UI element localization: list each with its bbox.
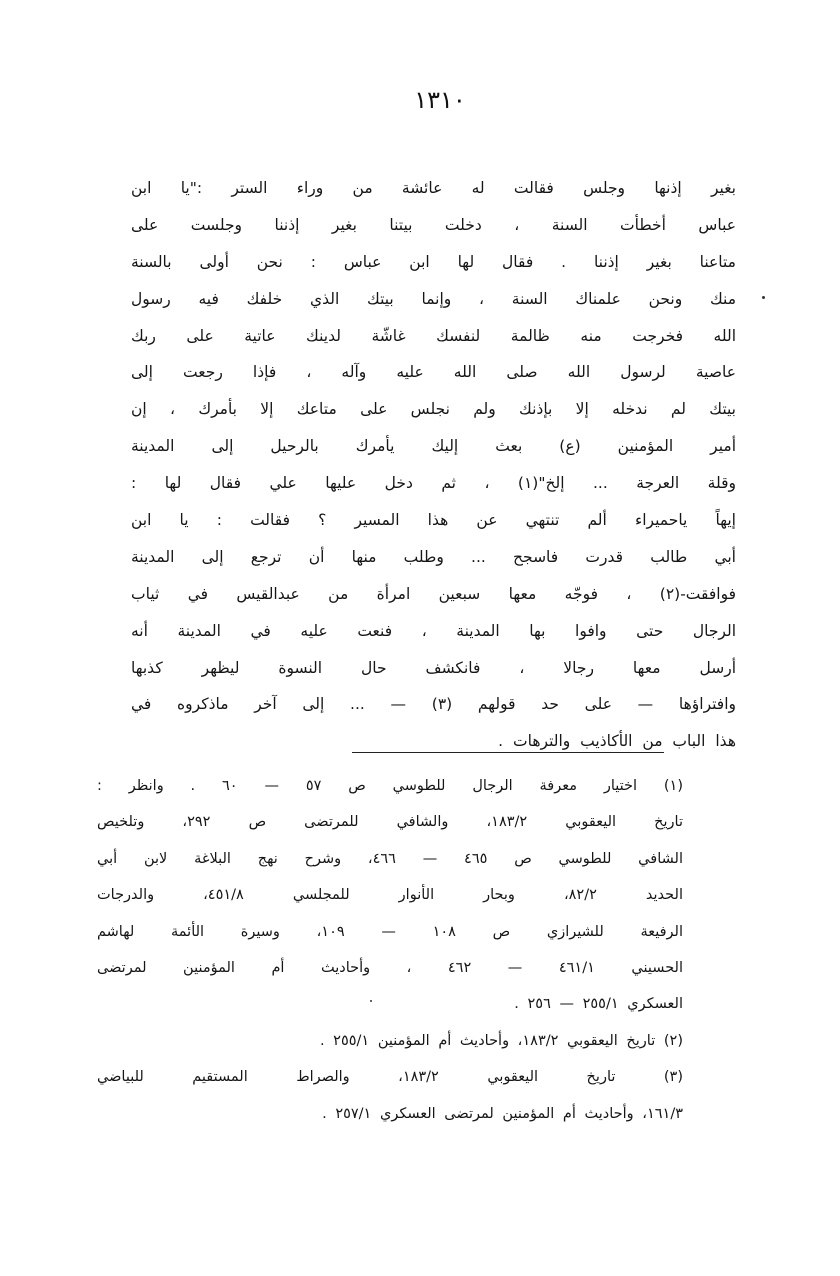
footnote-line: الرفيعة للشيرازي ص ١٠٨ — ١٠٩، وسيرة الأئمة لهاشم: [97, 923, 683, 940]
footnote-line: (٣) تاريخ اليعقوبي ١٨٣/٢، والصراط المستقيم للبياضي: [97, 1069, 683, 1086]
footnote-line: الشافي للطوسي ص ٤٦٥ — ٤٦٦، وشرح نهج البلاغة لابن أبي: [97, 850, 683, 867]
footnote-line: تاريخ اليعقوبي ١٨٣/٢، والشافي للمرتضى ص ٢٩٢، وتلخيص: [97, 814, 683, 831]
scan-speck: [370, 1000, 372, 1002]
text-line: عاصية لرسول الله صلى الله عليه وآله ، فإذا رجعت إلى: [131, 363, 736, 382]
footnote-line: (٢) تاريخ اليعقوبي ١٨٣/٢، وأحاديث أم المؤمنين ٢٥٥/١ .: [319, 1032, 683, 1049]
footnotes: [97, 768, 683, 1132]
text-line: الله فخرجت منه ظالمة لنفسك غاشّة لدينك عاتية على ربك: [131, 326, 736, 345]
page-number: ١٣١٠: [414, 86, 466, 114]
text-line: منك ونحن علمناك السنة ، وإنما بيتك الذي خلفك فيه رسول: [131, 289, 736, 308]
text-line: بيتك لم ندخله إلا بإذنك ولم نجلس على متاعك إلا بأمرك ، إن: [131, 400, 736, 419]
footnote-line: الحديد ٨٢/٢، وبحار الأنوار للمجلسي ٤٥١/٨، والدرجات: [97, 887, 683, 904]
text-line: هذا الباب من الأكاذيب والترهات .: [498, 732, 736, 751]
text-line: بغير إذنها وجلس فقالت له عائشة من وراء الستر :"يا ابن: [131, 179, 736, 197]
text-line: إيهاً ياحميراء ألم تنتهي عن هذا المسير ؟ فقالت : يا ابن: [131, 511, 736, 530]
scan-speck: [762, 296, 765, 299]
text-line: فوافقت-(٢) ، فوجّه معها سبعين امرأة من عبدالقيس في ثياب: [131, 584, 736, 603]
footnote-line: الحسيني ٤٦١/١ — ٤٦٢ ، وأحاديث أم المؤمنين لمرتضى: [97, 959, 684, 976]
footnote-line: ١٦١/٣، وأحاديث أم المؤمنين لمرتضى العسكري ٢٥٧/١ .: [322, 1105, 683, 1122]
text-line: وافتراؤها — على حد قولهم (٣) — ... إلى آخر ماذكروه في: [131, 695, 736, 714]
text-line: أرسل معها رجالا ، فانكشف حال النسوة ليظهر كذبها: [131, 658, 736, 677]
text-line: أبي طالب قدرت فاسجح ... وطلب منها أن ترجع إلى المدينة: [131, 547, 736, 566]
text-line: وقلة العرجة ... إلخ"(١) ، ثم دخل عليها علي فقال لها :: [131, 474, 736, 493]
footnote-separator: [352, 752, 664, 753]
text-line: عباس أخطأت السنة ، دخلت بيتنا بغير إذننا وجلست على: [131, 215, 736, 234]
text-line: أمير المؤمنين (ع) بعث إليك يأمرك بالرحيل إلى المدينة: [131, 437, 736, 456]
footnote-line: (١) اختيار معرفة الرجال للطوسي ص ٥٧ — ٦٠ . وانظر :: [97, 778, 683, 794]
footnote-line: العسكري ٢٥٥/١ — ٢٥٦ .: [514, 996, 683, 1013]
main-text: [131, 170, 736, 760]
text-line: الرجال حتى وافوا بها المدينة ، فنعت عليه في المدينة أنه: [131, 621, 736, 640]
text-line: متاعنا بغير إذننا . فقال لها ابن عباس : نحن أولى بالسنة: [131, 252, 736, 271]
